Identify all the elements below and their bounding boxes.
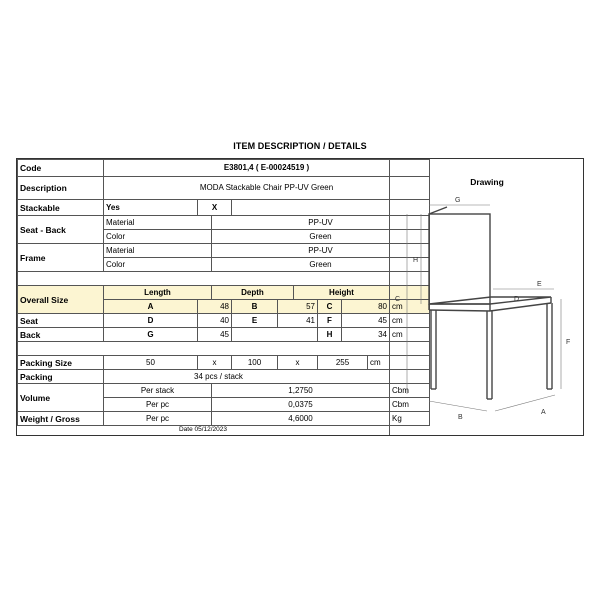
row-overall-header — [18, 286, 430, 300]
spec-sheet — [16, 158, 584, 436]
row-packing — [18, 370, 430, 384]
dim-h-value: 34 — [342, 328, 390, 342]
code-value: E3801,4 ( E-00024519 ) — [104, 160, 430, 177]
dim-c-value: 80 — [342, 300, 390, 314]
packing-size-unit: cm — [368, 356, 430, 370]
dim-a-key: A — [104, 300, 198, 314]
seat-back-material-value: PP-UV — [212, 216, 430, 230]
dim-g-key: G — [104, 328, 198, 342]
dim-g-value: 45 — [198, 328, 232, 342]
row-stackable — [18, 200, 430, 216]
volume-pc-unit: Cbm — [390, 398, 430, 412]
frame-label: Frame — [18, 244, 104, 272]
seat-label: Seat — [18, 314, 104, 328]
frame-material-value: PP-UV — [212, 244, 430, 258]
chair-backrest — [429, 214, 490, 304]
row-description — [18, 177, 430, 200]
seat-back-color-label: Color — [104, 230, 212, 244]
weight-unit: Kg — [390, 412, 430, 426]
row-frame-material — [18, 244, 430, 258]
frame-material-label: Material — [104, 244, 212, 258]
seat-unit: cm — [390, 314, 430, 328]
back-blank — [232, 328, 318, 342]
row-packing-size — [18, 356, 430, 370]
description-value: MODA Stackable Chair PP-UV Green — [104, 177, 430, 200]
volume-label: Volume — [18, 384, 104, 412]
seat-back-color-value: Green — [212, 230, 430, 244]
weight-per-pc-label: Per pc — [104, 412, 212, 426]
dim-a-value: 48 — [198, 300, 232, 314]
row-volume-stack — [18, 384, 430, 398]
dim-b-value: 57 — [278, 300, 318, 314]
back-label: Back — [18, 328, 104, 342]
dim-c-key: C — [318, 300, 342, 314]
seat-back-label: Seat - Back — [18, 216, 104, 244]
depth-header: Depth — [212, 286, 294, 300]
back-unit: cm — [390, 328, 430, 342]
stackable-label: Stackable — [18, 200, 104, 216]
page-title: ITEM DESCRIPTION / DETAILS — [233, 141, 367, 151]
spec-table — [17, 159, 430, 426]
dim-label-f: F — [566, 339, 571, 346]
stackable-yes: Yes — [104, 200, 198, 216]
dim-e-value: 41 — [278, 314, 318, 328]
overall-unit: cm — [390, 300, 430, 314]
volume-per-pc-label: Per pc — [104, 398, 212, 412]
dim-e-key: E — [232, 314, 278, 328]
dim-b-key: B — [232, 300, 278, 314]
height-header: Height — [294, 286, 390, 300]
dim-h-key: H — [318, 328, 342, 342]
seat-back-material-label: Material — [104, 216, 212, 230]
weight-value: 4,6000 — [212, 412, 390, 426]
chair-back-top-edge — [429, 207, 447, 214]
stackable-mark: X — [198, 200, 232, 216]
dim-label-c: C — [395, 296, 401, 303]
dim-label-b: B — [458, 414, 463, 421]
drawing-title: Drawing — [470, 177, 504, 187]
frame-color-label: Color — [104, 258, 212, 272]
chair-drawing — [389, 189, 584, 429]
length-header: Length — [104, 286, 212, 300]
packing-size-x2: x — [278, 356, 318, 370]
description-label: Description — [18, 177, 104, 200]
row-seat-dims — [18, 314, 430, 328]
volume-per-pc-value: 0,0375 — [212, 398, 390, 412]
volume-stack-unit: Cbm — [390, 384, 430, 398]
volume-per-stack-value: 1,2750 — [212, 384, 390, 398]
packing-size-label: Packing Size — [18, 356, 104, 370]
row-code — [18, 160, 430, 177]
dim-d-key: D — [104, 314, 198, 328]
row-back-dims — [18, 328, 430, 342]
dim-label-g: G — [455, 197, 461, 204]
code-label: Code — [18, 160, 104, 177]
dim-label-e: E — [537, 281, 542, 288]
row-weight — [18, 412, 430, 426]
dim-d-value: 40 — [198, 314, 232, 328]
packing-size-l: 50 — [104, 356, 198, 370]
row-seat-back-material — [18, 216, 430, 230]
packing-size-h: 255 — [318, 356, 368, 370]
packing-value: 34 pcs / stack — [104, 370, 430, 384]
spacer — [18, 342, 430, 356]
overall-size-label: Overall Size — [18, 286, 104, 314]
dim-label-h: H — [413, 257, 419, 264]
dim-label-a: A — [541, 409, 546, 416]
weight-label: Weight / Gross — [18, 412, 104, 426]
dim-label-d: D — [514, 296, 520, 303]
volume-per-stack-label: Per stack — [104, 384, 212, 398]
date-footer: Date 05/12/2023 — [178, 426, 228, 433]
packing-size-x1: x — [198, 356, 232, 370]
dim-f-key: F — [318, 314, 342, 328]
spacer — [18, 272, 430, 286]
frame-color-value: Green — [212, 258, 430, 272]
packing-label: Packing — [18, 370, 104, 384]
dim-f-value: 45 — [342, 314, 390, 328]
packing-size-w: 100 — [232, 356, 278, 370]
